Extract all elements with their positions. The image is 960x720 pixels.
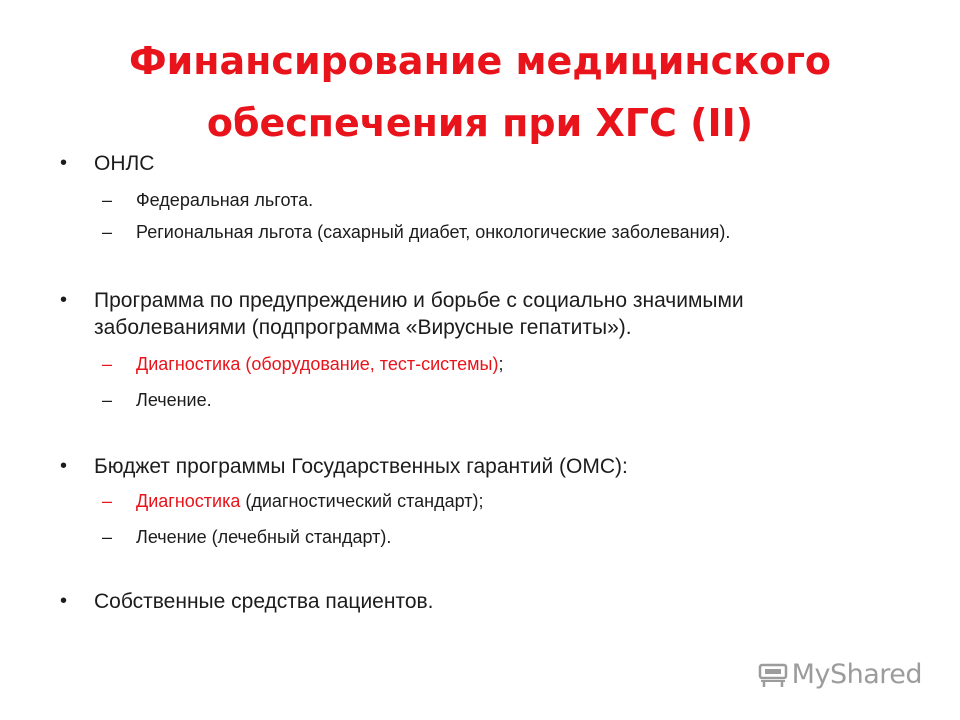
sub-text: ;	[498, 354, 504, 374]
bullet-text: Собственные средства пациентов.	[94, 590, 434, 613]
mirror-slide-icon	[758, 662, 788, 688]
bullet-text: Бюджет программы Государственных гарантий (ОМС):	[94, 455, 628, 478]
sub-item	[58, 526, 858, 548]
dash-icon: –	[102, 354, 113, 374]
sub-item	[58, 389, 858, 411]
sub-text: Федеральная льгота.	[136, 190, 314, 210]
sub-text: (диагностический стандарт);	[240, 491, 484, 511]
dash-icon: –	[102, 222, 113, 242]
sub-item	[58, 189, 858, 211]
bullet-icon: •	[60, 590, 68, 612]
bullet-text: ОНЛС	[94, 152, 155, 175]
bullet-text: Программа по предупреждению и борьбе с социально значимыми заболеваниями (подпрограмма «Вирусные гепатиты»).	[94, 289, 744, 339]
bullet-icon: •	[60, 152, 68, 174]
myshared-logo[interactable]	[758, 659, 922, 690]
bullet-item	[58, 150, 858, 177]
bullet-item	[58, 287, 858, 341]
bullet-icon: •	[60, 455, 68, 477]
sub-text: Лечение (лечебный стандарт).	[136, 527, 392, 547]
dash-icon: –	[102, 390, 113, 410]
slide-content	[58, 150, 858, 615]
sub-item	[58, 353, 858, 375]
logo-text: MyShared	[791, 659, 922, 690]
sub-highlight: Диагностика	[136, 491, 241, 511]
dash-icon: –	[102, 491, 113, 511]
sub-text: Региональная льгота (сахарный диабет, онкологические заболевания).	[136, 222, 731, 242]
sub-text: Лечение.	[136, 390, 212, 410]
bullet-item	[58, 588, 858, 615]
slide-title: Финансирование медицинского обеспечения при ХГС (II)	[128, 39, 832, 145]
dash-icon: –	[102, 527, 113, 547]
sub-highlight: Диагностика (оборудование, тест-системы)	[136, 354, 499, 374]
dash-icon: –	[102, 190, 113, 210]
bullet-icon: •	[60, 289, 68, 311]
bullet-item	[58, 453, 858, 480]
sub-item	[58, 221, 858, 243]
sub-item	[58, 490, 858, 512]
